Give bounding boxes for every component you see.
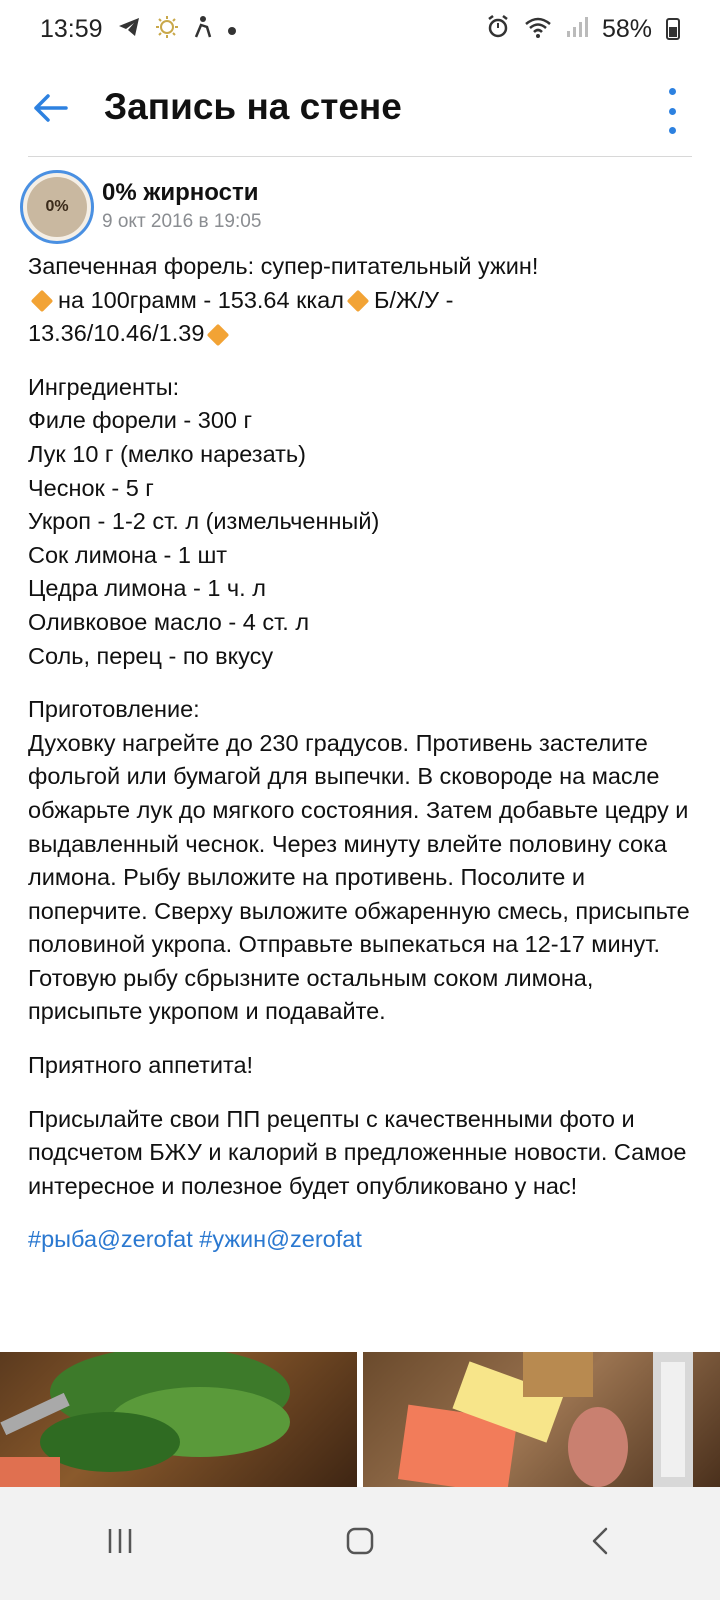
status-left [40, 15, 237, 44]
orange-diamond-icon [347, 290, 370, 313]
post-text [28, 250, 698, 1277]
ingredients-title: Ингредиенты: [28, 373, 180, 400]
hashtag-link[interactable]: #ужин@zerofat [199, 1226, 362, 1253]
preparation-title: Приготовление: [28, 696, 200, 723]
app-header [0, 70, 720, 160]
post-photos [0, 1352, 720, 1487]
status-bar [0, 0, 720, 58]
ingredient-item: Чеснок - 5 г [28, 474, 154, 501]
post-author[interactable] [20, 170, 261, 244]
more-vertical-icon-dot [669, 127, 676, 134]
post-photo[interactable] [363, 1352, 720, 1487]
home-icon [345, 1526, 375, 1561]
recent-apps-button[interactable] [80, 1504, 160, 1584]
ingredient-item: Сок лимона - 1 шт [28, 541, 228, 568]
accessibility-icon [193, 15, 213, 43]
arrow-left-icon [32, 93, 68, 128]
alarm-icon [486, 15, 510, 43]
orange-diamond-icon [207, 324, 230, 347]
back-button[interactable] [28, 88, 72, 132]
preparation-block [28, 693, 698, 1029]
preparation-text: Духовку нагрейте до 230 градусов. Противень застелите фольгой или бумагой для выпечки. В сковороде на масле обжарьте лук до мягкого состояния. Затем добавьте цедру и выдавленный чеснок. Через минуту влейте половину сока лимона. Рыбу выложите на противень. Посолите и поперчите. Сверху выложите обжаренную смесь, присыпьте половиной укропа. Отправьте выпекаться на 12-17 минут. Готовую рыбу сбрызните остальным соком лимона, присыпьте укропом и подавайте. [28, 729, 690, 1025]
recent-apps-icon [105, 1526, 135, 1561]
ingredient-item: Цедра лимона - 1 ч. л [28, 575, 266, 602]
system-navbar [0, 1487, 720, 1600]
ingredient-item: Укроп - 1-2 ст. л (измельченный) [28, 508, 380, 535]
intro-title: Запеченная форель: супер-питательный ужин! [28, 253, 539, 279]
ingredient-item: Филе форели - 300 г [28, 407, 253, 434]
hashtag-link[interactable]: #рыба@zerofat [28, 1226, 193, 1253]
nutrition-bju-label: Б/Ж/У - [373, 286, 454, 313]
more-options-button[interactable] [660, 88, 684, 134]
ingredients-block [28, 371, 698, 673]
signal-icon [566, 16, 588, 42]
orange-diamond-icon [31, 290, 54, 313]
author-text [102, 181, 261, 233]
ingredient-item: Лук 10 г (мелко нарезать) [28, 440, 306, 467]
avatar-logo: 0% [27, 177, 87, 237]
ingredient-item: Оливковое масло - 4 ст. л [28, 608, 310, 635]
more-vertical-icon-dot [669, 108, 676, 115]
battery-percent: 58% [601, 14, 652, 43]
post-intro [28, 250, 698, 351]
call-to-action: Присылайте свои ПП рецепты с качественными фото и подсчетом БЖУ и калорий в предложенные новости. Самое интересное и полезное будет опубликовано у нас! [28, 1105, 687, 1199]
author-name[interactable]: 0% жирности [102, 179, 259, 206]
more-vertical-icon [669, 88, 676, 95]
hashtags [28, 1223, 698, 1257]
status-right [486, 15, 680, 44]
system-back-button[interactable] [560, 1504, 640, 1584]
back-nav-icon [588, 1526, 612, 1561]
status-time: 13:59 [40, 14, 103, 43]
home-button[interactable] [320, 1504, 400, 1584]
telegram-icon [117, 16, 141, 42]
page-title: Запись на стене [104, 86, 402, 127]
ingredient-item: Соль, перец - по вкусу [28, 642, 274, 669]
bon-appetit: Приятного аппетита! [28, 1052, 254, 1079]
sun-icon [155, 15, 179, 43]
post-date: 9 окт 2016 в 19:05 [102, 211, 262, 232]
nutrition-calories: на 100грамм - 153.64 ккал [58, 286, 344, 313]
avatar[interactable] [20, 170, 94, 244]
nutrition-bju-values: 13.36/10.46/1.39 [28, 320, 205, 347]
wifi-icon [524, 16, 552, 42]
battery-icon [666, 18, 680, 40]
header-divider [28, 156, 692, 157]
post-photo[interactable] [0, 1352, 357, 1487]
dot-icon [227, 18, 237, 40]
